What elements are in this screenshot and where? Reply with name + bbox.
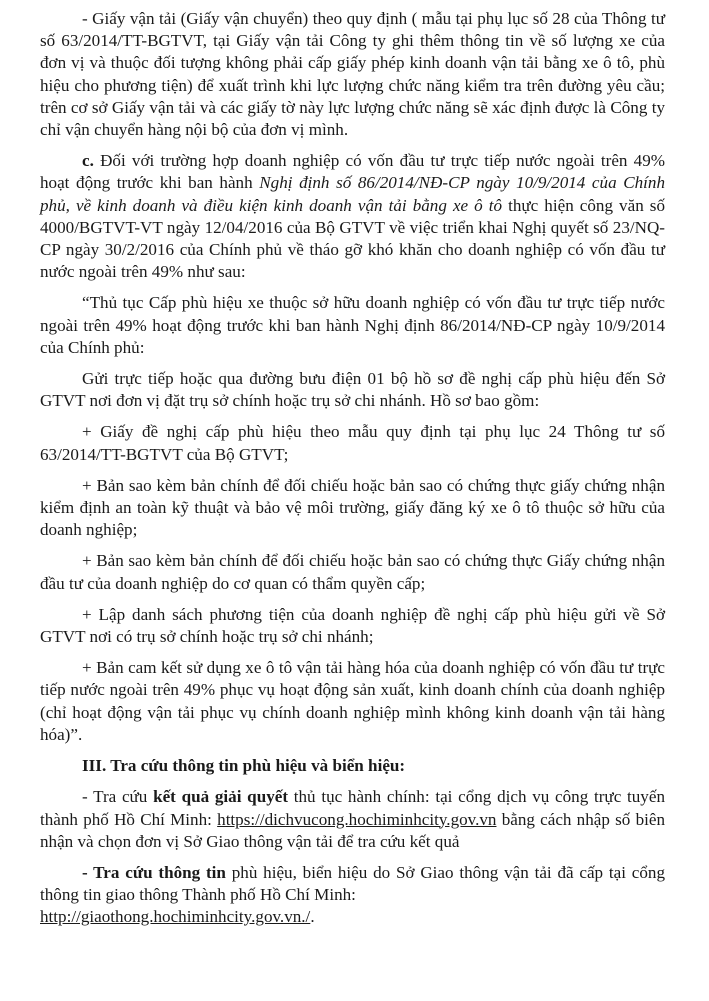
lookup-result-bold: kết quả giải quyết: [153, 787, 289, 807]
paragraph-lookup-info: [40, 862, 665, 906]
paragraph-lookup-info-link-line: [40, 906, 665, 928]
paragraph-lookup-result: [40, 786, 665, 853]
list-item-inspection-certificate: + Bản sao kèm bản chính để đối chiếu hoặc bản sao có chứng thực giấy chứng nhận kiểm định an toàn kỹ thuật và bảo vệ môi trường, giấy đăng ký xe ô tô thuộc sở hữu của doanh nghiệp;: [40, 475, 665, 540]
paragraph-c-text-1: Đối với trường hợp doanh nghiệp có vốn đầu tư trực tiếp nước ngoài trên 49% hoạt động trước khi ban hành: [40, 151, 665, 193]
lookup-result-prefix: - Tra cứu: [82, 787, 154, 807]
paragraph-c-decree-reference: Nghị định số 86/2014/NĐ-CP ngày 10/9/2014 của Chính phủ, về kinh doanh và điều kiện kinh doanh vận tải bằng xe ô tô: [40, 173, 665, 215]
paragraph-c: [40, 150, 665, 283]
paragraph-procedure-quote: “Thủ tục Cấp phù hiệu xe thuộc sở hữu doanh nghiệp có vốn đầu tư trực tiếp nước ngoài trên 49% hoạt động trước khi ban hành Nghị định 86/2014/NĐ-CP ngày 10/9/2014 của Chính phủ:: [40, 293, 665, 357]
list-item-commitment: + Bản cam kết sử dụng xe ô tô vận tải hàng hóa của doanh nghiệp có vốn đầu tư trực tiếp nước ngoài trên 49% phục vụ hoạt động sản xuất, kinh doanh chính của doanh nghiệp (chỉ hoạt động vận tải phục vụ chính doanh nghiệp mình không kinh doanh vận tải hàng hóa)”.: [40, 658, 665, 744]
list-item-request-form: + Giấy đề nghị cấp phù hiệu theo mẫu quy định tại phụ lục 24 Thông tư số 63/2014/TT-BGTVT của Bộ GTVT;: [40, 422, 665, 464]
list-item-vehicle-list: + Lập danh sách phương tiện của doanh nghiệp đề nghị cấp phù hiệu gửi về Sở GTVT nơi có trụ sở chính hoặc trụ sở chi nhánh;: [40, 604, 665, 647]
section-heading-lookup: III. Tra cứu thông tin phù hiệu và biển hiệu:: [82, 756, 406, 776]
paragraph-submission: Gửi trực tiếp hoặc qua đường bưu điện 01 bộ hồ sơ đề nghị cấp phù hiệu đến Sở GTVT nơi đơn vị đặt trụ sở chính hoặc trụ sở chi nhánh. Hồ sơ bao gồm:: [40, 369, 665, 411]
link-public-service-portal[interactable]: https://dichvucong.hochiminhcity.gov.vn: [217, 809, 497, 829]
paragraph-c-text-2: thực hiện công văn số 4000/BGTVT-VT ngày 12/04/2016 của Bộ GTVT về việc triển khai Nghị quyết số 23/NQ-CP ngày 30/2/2016 của Chính phủ về tháo gỡ khó khăn cho doanh nghiệp có vốn đầu tư nước ngoài trên 49% như sau:: [40, 195, 665, 282]
lookup-info-text: phù hiệu, biển hiệu do Sở Giao thông vận tải đã cấp tại cổng thông tin giao thông Thành phố Hồ Chí Minh:: [40, 862, 665, 905]
list-item-investment-certificate: + Bản sao kèm bản chính để đối chiếu hoặc bản sao có chứng thực Giấy chứng nhận đầu tư của doanh nghiệp do cơ quan có thẩm quyền cấp;: [40, 551, 665, 593]
lookup-result-suffix: bằng cách nhập số biên nhận và chọn đơn vị Sở Giao thông vận tải để tra cứu kết quả: [40, 809, 665, 851]
item-label-c: c.: [82, 151, 94, 171]
lookup-info-suffix: .: [310, 907, 315, 927]
paragraph-transport-paper: - Giấy vận tải (Giấy vận chuyển) theo quy định ( mẫu tại phụ lục số 28 của Thông tư số 63/2014/TT-BGTVT, tại Giấy vận tải Công ty ghi thêm thông tin về số lượng xe của đơn vị và thuộc đối tượng không phải cấp giấy phép kinh doanh vận tải bằng xe ô tô, phù hiệu cho phương tiện) để xuất trình khi lực lượng chức năng kiểm tra trên đường yêu cầu; trên cơ sở Giấy vận tải và các giấy tờ này lực lượng chức năng sẽ xác định được là Công ty chỉ vận chuyển hàng nội bộ của đơn vị mình.: [40, 9, 665, 140]
lookup-info-bold: - Tra cứu thông tin: [82, 862, 226, 882]
lookup-result-text: thủ tục hành chính: tại cổng dịch vụ công trực tuyến thành phố Hồ Chí Minh:: [40, 787, 665, 829]
link-traffic-portal[interactable]: http://giaothong.hochiminhcity.gov.vn./: [40, 907, 311, 927]
